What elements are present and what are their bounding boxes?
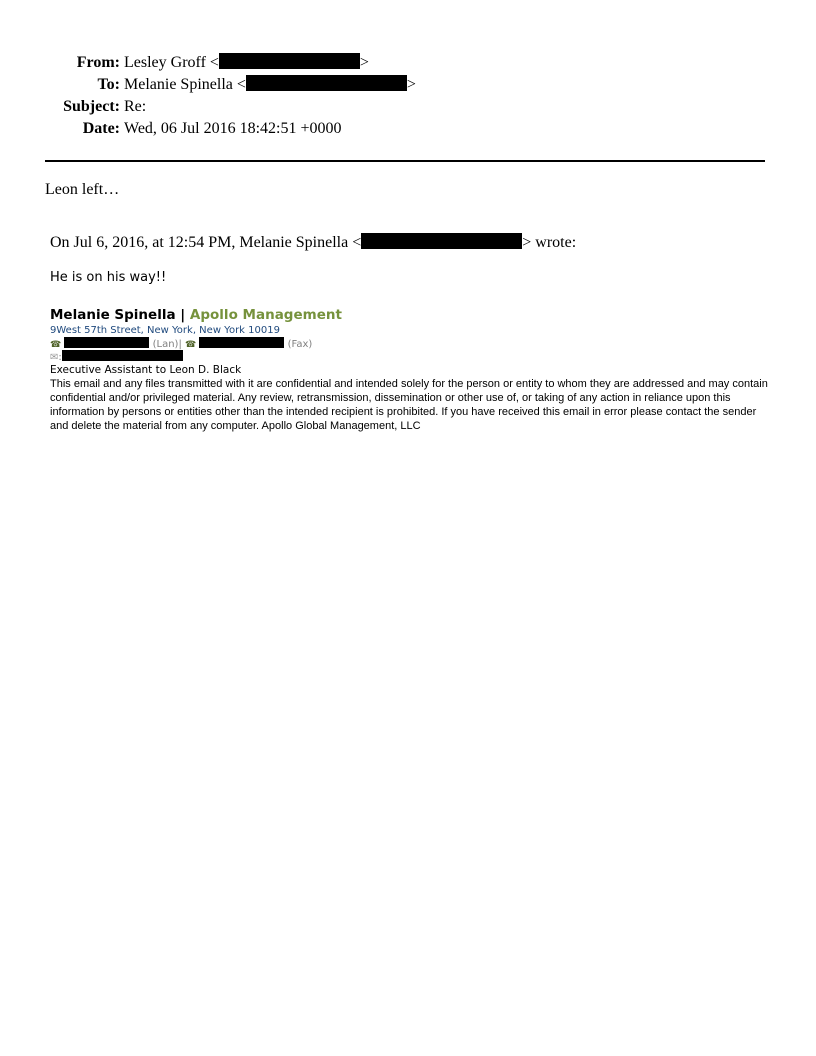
date-label: Date:: [82, 120, 120, 137]
from-close: >: [359, 54, 369, 71]
phone-separator: |: [178, 339, 182, 350]
signature-address: 9West 57th Street, New York, New York 10019: [50, 325, 280, 336]
subject-value: Re:: [124, 98, 147, 115]
from-label: From:: [76, 54, 120, 71]
redaction-box: [64, 337, 149, 348]
signature-separator: |: [175, 307, 190, 323]
to-row: [0, 74, 816, 96]
signature-name: Melanie Spinella: [50, 307, 176, 323]
quote-intro-text: On Jul 6, 2016, at 12:54 PM, Melanie Spinella <: [50, 234, 362, 251]
redaction-box: [361, 233, 522, 249]
subject-label: Subject:: [63, 98, 120, 115]
mail-icon: ✉: [50, 352, 59, 363]
message-body: Leon left…: [45, 181, 120, 198]
email-header: [0, 52, 816, 140]
quoted-message: He is on his way!!: [50, 270, 167, 285]
signature-email-line: [50, 350, 770, 363]
subject-row: [0, 96, 816, 118]
quote-intro: [50, 233, 576, 252]
from-row: [0, 52, 816, 74]
to-name: Melanie Spinella <: [124, 76, 246, 93]
confidentiality-disclaimer: This email and any files transmitted with it are confidential and intended solely for the person or entity to whom they are addressed and may contain confidential and/or privileged material. Any review, retransmission, dissemination or other use of, or taking of any action in reliance upon this information by persons or entities other than the intended recipient is prohibited. If you have received this email in error please contact the sender and delete the material from any computer. Apollo Global Management, LLC: [50, 378, 768, 432]
to-close: >: [406, 76, 416, 93]
redaction-box: [199, 337, 284, 348]
email-signature: [50, 306, 770, 433]
signature-title: Executive Assistant to Leon D. Black: [50, 364, 242, 376]
signature-phone-line: [50, 337, 770, 350]
mail-colon: :: [58, 352, 62, 363]
redaction-box: [62, 350, 183, 361]
signature-name-line: [50, 306, 770, 324]
to-label: To:: [97, 76, 120, 93]
to-value: [124, 74, 416, 96]
redaction-box: [219, 53, 360, 69]
from-value: [124, 52, 369, 74]
lan-label: (Lan): [152, 339, 179, 350]
header-divider: [45, 160, 765, 162]
redaction-box: [246, 75, 407, 91]
signature-company: Apollo Management: [189, 307, 342, 323]
from-name: Lesley Groff <: [124, 54, 219, 71]
date-value: Wed, 06 Jul 2016 18:42:51 +0000: [124, 120, 342, 137]
quote-intro-close: > wrote:: [522, 234, 577, 251]
fax-label: (Fax): [287, 339, 313, 350]
date-row: [0, 118, 816, 140]
fax-icon: ☎: [185, 340, 197, 350]
phone-icon: ☎: [50, 340, 62, 350]
